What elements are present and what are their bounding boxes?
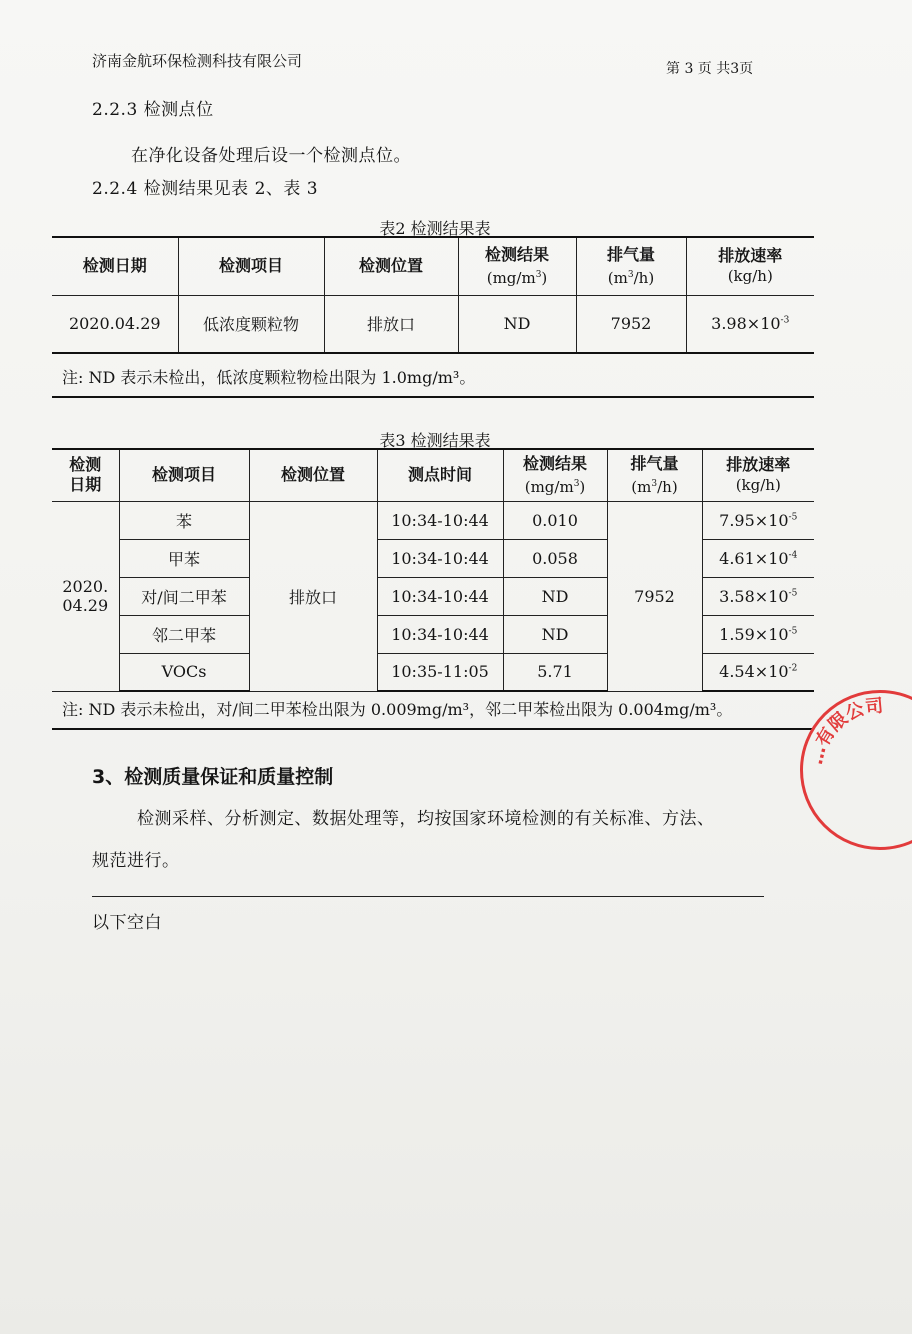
t3-item: 苯 — [119, 501, 249, 539]
t3-item: 对/间二甲苯 — [119, 577, 249, 615]
t3-result: ND — [503, 577, 607, 615]
t2-flow: 7952 — [576, 295, 686, 353]
page-number: 第 3 页 共3页 — [666, 61, 754, 77]
seal-text-icon — [800, 690, 912, 850]
section-224-heading: 2.2.4 检测结果见表 2、表 3 — [92, 179, 319, 199]
table3-note-rule — [52, 728, 814, 730]
t3-header-result — [503, 449, 607, 501]
t3-item: 邻二甲苯 — [119, 615, 249, 653]
t2-header-result-unit: $(mg/m^3)$ — [486, 268, 548, 287]
company-seal — [800, 690, 912, 850]
table2 — [52, 236, 814, 354]
t2-header-rate-unit: (kg/h) — [727, 267, 773, 286]
t3-rate: $3.58\times 10^{-5}$ — [702, 577, 814, 615]
t3-time: 10:34-10:44 — [377, 501, 503, 539]
t3-time: 10:34-10:44 — [377, 577, 503, 615]
section3-text-line2: 规范进行。 — [92, 851, 180, 871]
t3-header-rate-label: 排放速率 — [726, 455, 791, 475]
t3-result: ND — [503, 615, 607, 653]
t2-header-location: 检测位置 — [324, 237, 458, 295]
t3-result: 0.058 — [503, 539, 607, 577]
t3-header-rate-unit: (kg/h) — [735, 476, 781, 495]
table-row — [52, 501, 814, 539]
table3-note: 注: ND 表示未检出，对/间二甲苯检出限为 0.009mg/m³，邻二甲苯检出限为 0.004mg/m³。 — [62, 700, 733, 719]
t3-location: 排放口 — [249, 501, 377, 691]
t2-rate: $3.98\times 10^{-3}$ — [686, 295, 814, 353]
t3-result: 5.71 — [503, 653, 607, 691]
t2-header-result — [458, 237, 576, 295]
table3 — [52, 448, 814, 692]
t3-rate: $4.54\times 10^{-2}$ — [702, 653, 814, 691]
table2-note: 注: ND 表示未检出，低浓度颗粒物检出限为 1.0mg/m³。 — [62, 368, 476, 387]
section3-title: 3、检测质量保证和质量控制 — [92, 766, 334, 788]
table2-note-rule — [52, 396, 814, 398]
t3-header-flow-label: 排气量 — [630, 453, 679, 473]
t2-item: 低浓度颗粒物 — [178, 295, 324, 353]
t2-header-result-label: 检测结果 — [484, 244, 549, 264]
t2-header-item: 检测项目 — [178, 237, 324, 295]
table-row — [52, 295, 814, 353]
t3-rate: $7.95\times 10^{-5}$ — [702, 501, 814, 539]
t3-item: 甲苯 — [119, 539, 249, 577]
section-223-text: 在净化设备处理后设一个检测点位。 — [131, 146, 411, 166]
section-223-heading: 2.2.3 检测点位 — [92, 100, 214, 120]
t3-header-location: 检测位置 — [249, 449, 377, 501]
t3-header-rate — [702, 449, 814, 501]
t3-time: 10:35-11:05 — [377, 653, 503, 691]
t2-header-flow-unit: $(m^3/h)$ — [607, 268, 655, 287]
t3-header-flow — [607, 449, 702, 501]
t3-header-flow-unit: $(m^3/h)$ — [631, 477, 678, 496]
t3-header-date: 检测 日期 — [52, 449, 119, 501]
table2-caption: 表2 检测结果表 — [379, 219, 491, 238]
t3-flow: 7952 — [607, 501, 702, 691]
t2-header-rate — [686, 237, 814, 295]
t3-date: 2020. 04.29 — [52, 501, 119, 691]
t2-header-rate-label: 排放速率 — [718, 246, 783, 266]
t2-header-date: 检测日期 — [52, 237, 178, 295]
t3-header-item: 检测项目 — [119, 449, 249, 501]
t3-item: VOCs — [119, 653, 249, 691]
t3-header-result-unit: $(mg/m^3)$ — [524, 477, 586, 496]
t2-header-flow — [576, 237, 686, 295]
table3-caption: 表3 检测结果表 — [379, 431, 491, 450]
section3-text-line1: 检测采样、分析测定、数据处理等，均按国家环境检测的有关标准、方法、 — [137, 809, 715, 829]
t3-header-result-label: 检测结果 — [522, 453, 587, 473]
t3-time: 10:34-10:44 — [377, 539, 503, 577]
t2-location: 排放口 — [324, 295, 458, 353]
svg-text:…有限公司: …有限公司 — [805, 695, 885, 767]
t3-header-time: 测点时间 — [377, 449, 503, 501]
blank-below-label: 以下空白 — [92, 913, 162, 933]
t3-rate: $1.59\times 10^{-5}$ — [702, 615, 814, 653]
company-name: 济南金航环保检测科技有限公司 — [92, 52, 303, 70]
t3-result: 0.010 — [503, 501, 607, 539]
end-rule — [92, 896, 764, 897]
t2-header-flow-label: 排气量 — [606, 244, 655, 264]
t3-rate: $4.61\times 10^{-4}$ — [702, 539, 814, 577]
t2-result: ND — [458, 295, 576, 353]
t3-time: 10:34-10:44 — [377, 615, 503, 653]
t2-date: 2020.04.29 — [52, 295, 178, 353]
